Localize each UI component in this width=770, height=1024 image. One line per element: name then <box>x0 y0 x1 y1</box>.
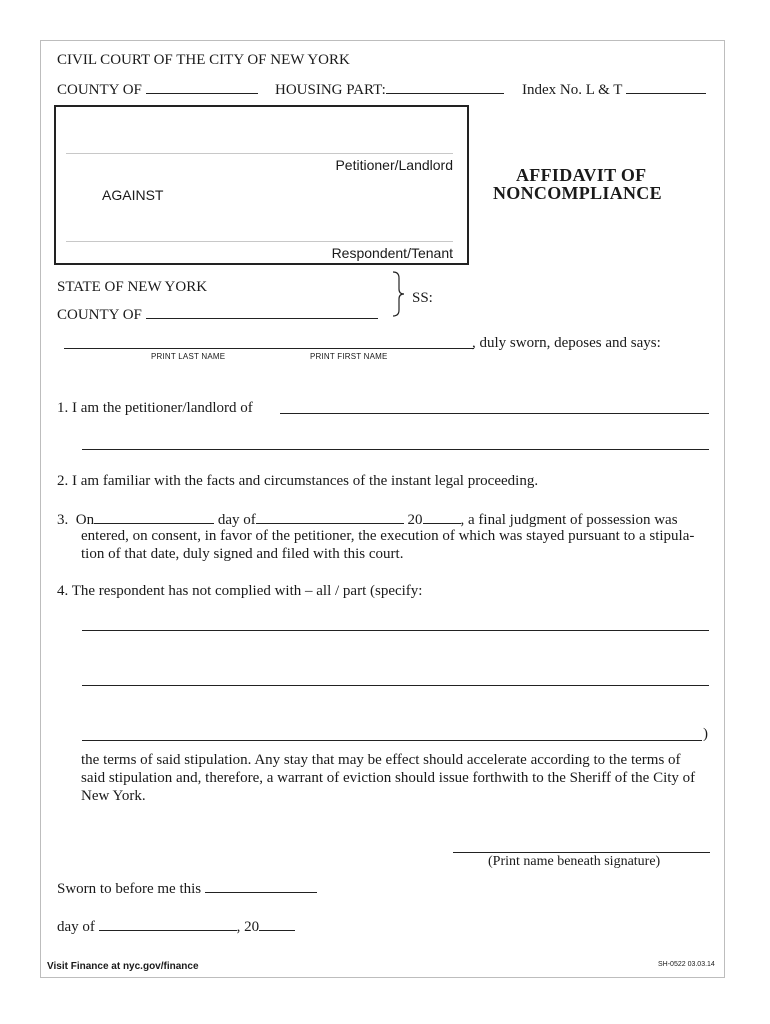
title-line-1: AFFIDAVIT OF <box>516 165 647 185</box>
caption-box <box>54 105 469 265</box>
sworn-text: , duly sworn, deposes and says: <box>472 335 661 351</box>
sworn-day-blank[interactable] <box>205 879 317 893</box>
housing-part-field <box>275 80 504 99</box>
housing-part-blank[interactable] <box>386 80 504 94</box>
county-field <box>57 80 258 99</box>
terms-line-2: said stipulation and, therefore, a warrant of eviction should issue forthwith to the Sheriff of the City of <box>81 770 696 786</box>
county-blank[interactable] <box>146 80 258 94</box>
notary-day-field <box>57 917 295 936</box>
notary-year-blank[interactable] <box>259 917 295 931</box>
index-no-blank[interactable] <box>626 80 706 94</box>
item-3-line-2: entered, on consent, in favor of the petitioner, the execution of which was stayed pursuant to a stipula- <box>81 528 695 544</box>
specify-line-2[interactable] <box>82 685 709 686</box>
item-2-text: 2. I am familiar with the facts and circumstances of the instant legal proceeding. <box>57 473 539 489</box>
venue-county-field <box>57 305 378 324</box>
footer-visit: Visit Finance at nyc.gov/finance <box>47 961 199 972</box>
petitioner-line[interactable] <box>66 153 453 154</box>
item-4-text: 4. The respondent has not complied with – all / part (specify: <box>57 583 423 599</box>
venue-county-blank[interactable] <box>146 305 378 319</box>
notary-month-blank[interactable] <box>99 917 237 931</box>
respondent-label: Respondent/Tenant <box>331 245 453 261</box>
item-3-day-of: day of <box>217 512 256 528</box>
print-first-name-label: PRINT FIRST NAME <box>310 352 388 361</box>
brace-icon <box>390 270 406 318</box>
print-name-label: (Print name beneath signature) <box>488 854 661 869</box>
terms-line-3: New York. <box>81 788 146 804</box>
item-3-year-blank[interactable] <box>423 510 461 524</box>
ss-label: SS: <box>412 290 433 306</box>
signature-line[interactable] <box>453 852 710 853</box>
respondent-line[interactable] <box>66 241 453 242</box>
petitioner-label: Petitioner/Landlord <box>335 157 453 173</box>
item-3-on: On <box>75 512 95 528</box>
title-line-2: NONCOMPLIANCE <box>493 183 662 203</box>
against-label: AGAINST <box>102 187 164 203</box>
close-paren: ) <box>703 726 708 742</box>
terms-line-1: the terms of said stipulation. Any stay that may be effect should accelerate according to the terms of <box>81 752 681 768</box>
item-1-text: 1. I am the petitioner/landlord of <box>57 400 253 416</box>
item-1-premises-line[interactable] <box>280 413 709 414</box>
print-last-name-label: PRINT LAST NAME <box>151 352 226 361</box>
court-name: CIVIL COURT OF THE CITY OF NEW YORK <box>57 52 350 68</box>
item-3-line-1 <box>57 510 678 529</box>
specify-line-3[interactable] <box>82 740 702 741</box>
notary-twenty-label: , 20 <box>236 919 260 935</box>
item-3-rest: , a final judgment of possession was <box>460 512 678 528</box>
notary-day-of-label: day of <box>57 919 95 935</box>
sworn-before-label: Sworn to before me this <box>57 881 202 897</box>
item-3-twenty: 20 <box>407 512 423 528</box>
state-label: STATE OF NEW YORK <box>57 279 208 295</box>
index-no-field <box>522 80 706 99</box>
housing-part-label: HOUSING PART: <box>275 82 386 98</box>
index-no-label: Index No. L & T <box>522 82 623 98</box>
item-1-premises-line-2[interactable] <box>82 449 709 450</box>
specify-line-1[interactable] <box>82 630 709 631</box>
item-3-month-blank[interactable] <box>256 510 404 524</box>
sworn-before-field <box>57 879 317 898</box>
item-3-line-3: tion of that date, duly signed and filed with this court. <box>81 546 404 562</box>
venue-county-label: COUNTY OF <box>57 307 142 323</box>
deponent-name-line[interactable] <box>64 348 474 349</box>
item-3-number: 3. <box>57 512 69 528</box>
county-label: COUNTY OF <box>57 82 142 98</box>
item-3-date-blank[interactable] <box>94 510 214 524</box>
footer-form-number: SH-0522 03.03.14 <box>658 961 715 968</box>
